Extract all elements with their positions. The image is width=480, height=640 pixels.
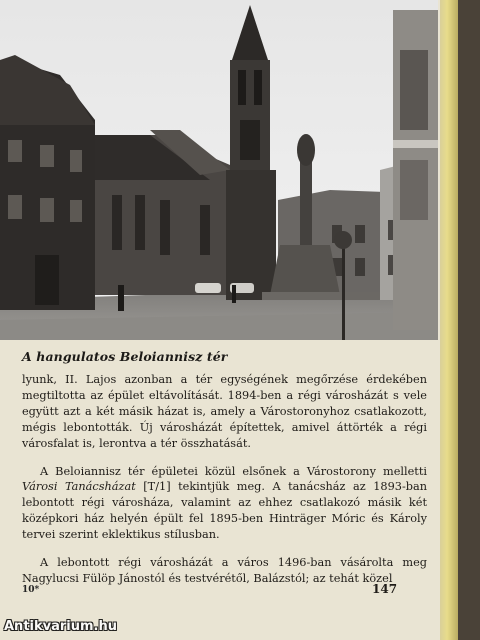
square-photograph — [0, 0, 438, 340]
signature-mark: 10* — [22, 585, 40, 595]
photo-caption: A hangulatos Beloiannisz tér — [22, 349, 228, 364]
paragraph-2-before: A Beloiannisz tér épületei közül elsőnek a Várostorony melletti — [40, 464, 427, 478]
photo-illustration — [0, 0, 438, 340]
book-edge — [440, 0, 458, 640]
page-number: 147 — [372, 582, 398, 596]
paragraph-1: lyunk, II. Lajos azonban a tér egységének megőrzése érdekében megtiltotta az épület eltávolítását. 1894-ben a régi városházát s vele együtt azt a két másik házat is, amely a Várostoronyhoz csatlakozott, mégis lebontották. Új városházát építettek, amivel áttörték a régi városfalat is, lerontva a tér összhatását. — [22, 373, 427, 450]
paragraph-3: A lebontott régi városházát a város 1496-ban vásárolta meg Nagylucsi Fülöp Jánostól és testvérétől, Balázstól; az tehát közel — [22, 556, 427, 585]
paragraph-2-after: [T/1] tekintjük meg. A tanácsház az 1893-ban lebontott régi városháza, valamint az ehhez csatlakozó másik két középkori ház helyén épült fel 1895-ben Hinträger Móric és Károly tervei szerint eklektikus stílusban. — [22, 480, 427, 542]
watermark-logo: Antikvarium.hu — [4, 619, 117, 634]
body-text — [22, 372, 427, 587]
paragraph-2-italic: Városi Tanácsházat — [22, 480, 136, 494]
paragraph-2 — [22, 464, 427, 544]
